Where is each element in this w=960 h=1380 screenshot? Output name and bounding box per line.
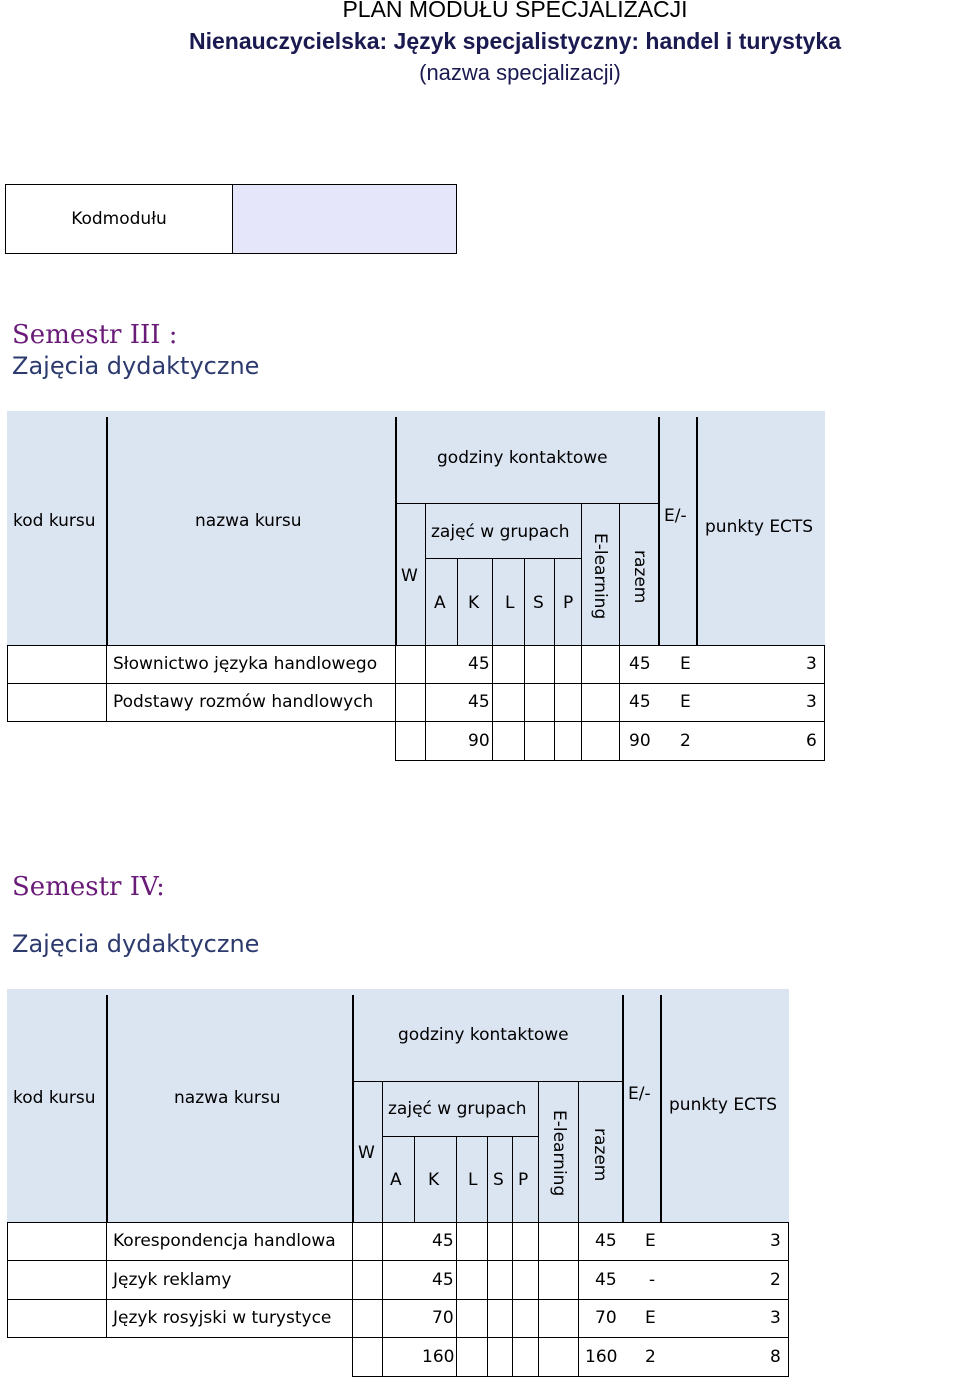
total-exams: 2 (645, 1347, 656, 1367)
col-P: P (563, 593, 574, 613)
hours-total: 45 (595, 1270, 617, 1290)
ects-points: 3 (806, 654, 817, 674)
col-godziny-kontaktowe: godziny kontaktowe (437, 448, 608, 468)
col-A: A (434, 593, 446, 613)
ects-points: 3 (806, 692, 817, 712)
exam-flag: E (680, 654, 691, 674)
module-code-label: Kodmodułu (6, 185, 233, 253)
col-razem: razem (590, 1128, 610, 1182)
semester-3-subtitle: Zajęcia dydaktyczne (12, 352, 260, 380)
specialization-title: Nienauczycielska: Język specjalistyczny: handel i turystyka (189, 28, 841, 54)
col-P: P (518, 1170, 529, 1190)
col-W: W (401, 566, 418, 586)
col-kod-kursu: kod kursu (13, 511, 96, 531)
col-zajec-w-grupach: zajęć w grupach (388, 1099, 527, 1119)
total-ects: 8 (770, 1347, 781, 1367)
hours-total: 70 (595, 1308, 617, 1328)
col-razem: razem (630, 550, 650, 604)
hours-total: 45 (629, 692, 651, 712)
hours-total: 45 (595, 1231, 617, 1251)
page-title: PLAN MODUŁU SPECJALIZACJI (342, 0, 688, 22)
total-hours-a: 160 (422, 1347, 455, 1367)
ects-points: 3 (770, 1231, 781, 1251)
hours-a: 70 (432, 1308, 454, 1328)
col-e-learning: E-learning (590, 533, 610, 620)
hours-total: 45 (629, 654, 651, 674)
ects-points: 2 (770, 1270, 781, 1290)
exam-flag: E (645, 1308, 656, 1328)
col-A: A (390, 1170, 402, 1190)
hours-a: 45 (468, 692, 490, 712)
col-e-slash: E/- (664, 506, 687, 526)
ects-points: 3 (770, 1308, 781, 1328)
course-name: Język rosyjski w turystyce (113, 1308, 332, 1328)
col-zajec-w-grupach: zajęć w grupach (431, 522, 570, 542)
exam-flag: - (649, 1270, 656, 1290)
col-S: S (533, 593, 544, 613)
col-L: L (505, 593, 515, 613)
col-kod-kursu: kod kursu (13, 1088, 96, 1108)
col-punkty-ects: punkty ECTS (669, 1095, 778, 1115)
total-hours-a: 90 (468, 731, 490, 751)
hours-a: 45 (432, 1231, 454, 1251)
col-W: W (358, 1143, 375, 1163)
course-name: Korespondencja handlowa (113, 1231, 336, 1251)
col-punkty-ects: punkty ECTS (705, 517, 814, 537)
col-e-learning: E-learning (549, 1110, 569, 1197)
col-e-slash: E/- (628, 1084, 651, 1104)
hours-a: 45 (432, 1270, 454, 1290)
col-S: S (493, 1170, 504, 1190)
col-K: K (428, 1170, 440, 1190)
exam-flag: E (645, 1231, 656, 1251)
total-hours: 160 (585, 1347, 618, 1367)
course-name: Słownictwo języka handlowego (113, 654, 378, 674)
col-nazwa-kursu: nazwa kursu (174, 1088, 281, 1108)
exam-flag: E (680, 692, 691, 712)
col-godziny-kontaktowe: godziny kontaktowe (398, 1025, 569, 1045)
total-exams: 2 (680, 731, 691, 751)
course-name: Podstawy rozmów handlowych (113, 692, 374, 712)
semester-4-title: Semestr IV: (12, 872, 165, 902)
total-ects: 6 (806, 731, 817, 751)
col-nazwa-kursu: nazwa kursu (195, 511, 302, 531)
semester-4-subtitle: Zajęcia dydaktyczne (12, 930, 260, 958)
col-L: L (468, 1170, 478, 1190)
col-K: K (468, 593, 480, 613)
course-name: Język reklamy (113, 1270, 232, 1290)
hours-a: 45 (468, 654, 490, 674)
total-hours: 90 (629, 731, 651, 751)
semester-3-title: Semestr III : (12, 320, 178, 350)
specialization-note: (nazwa specjalizacji) (419, 60, 621, 85)
